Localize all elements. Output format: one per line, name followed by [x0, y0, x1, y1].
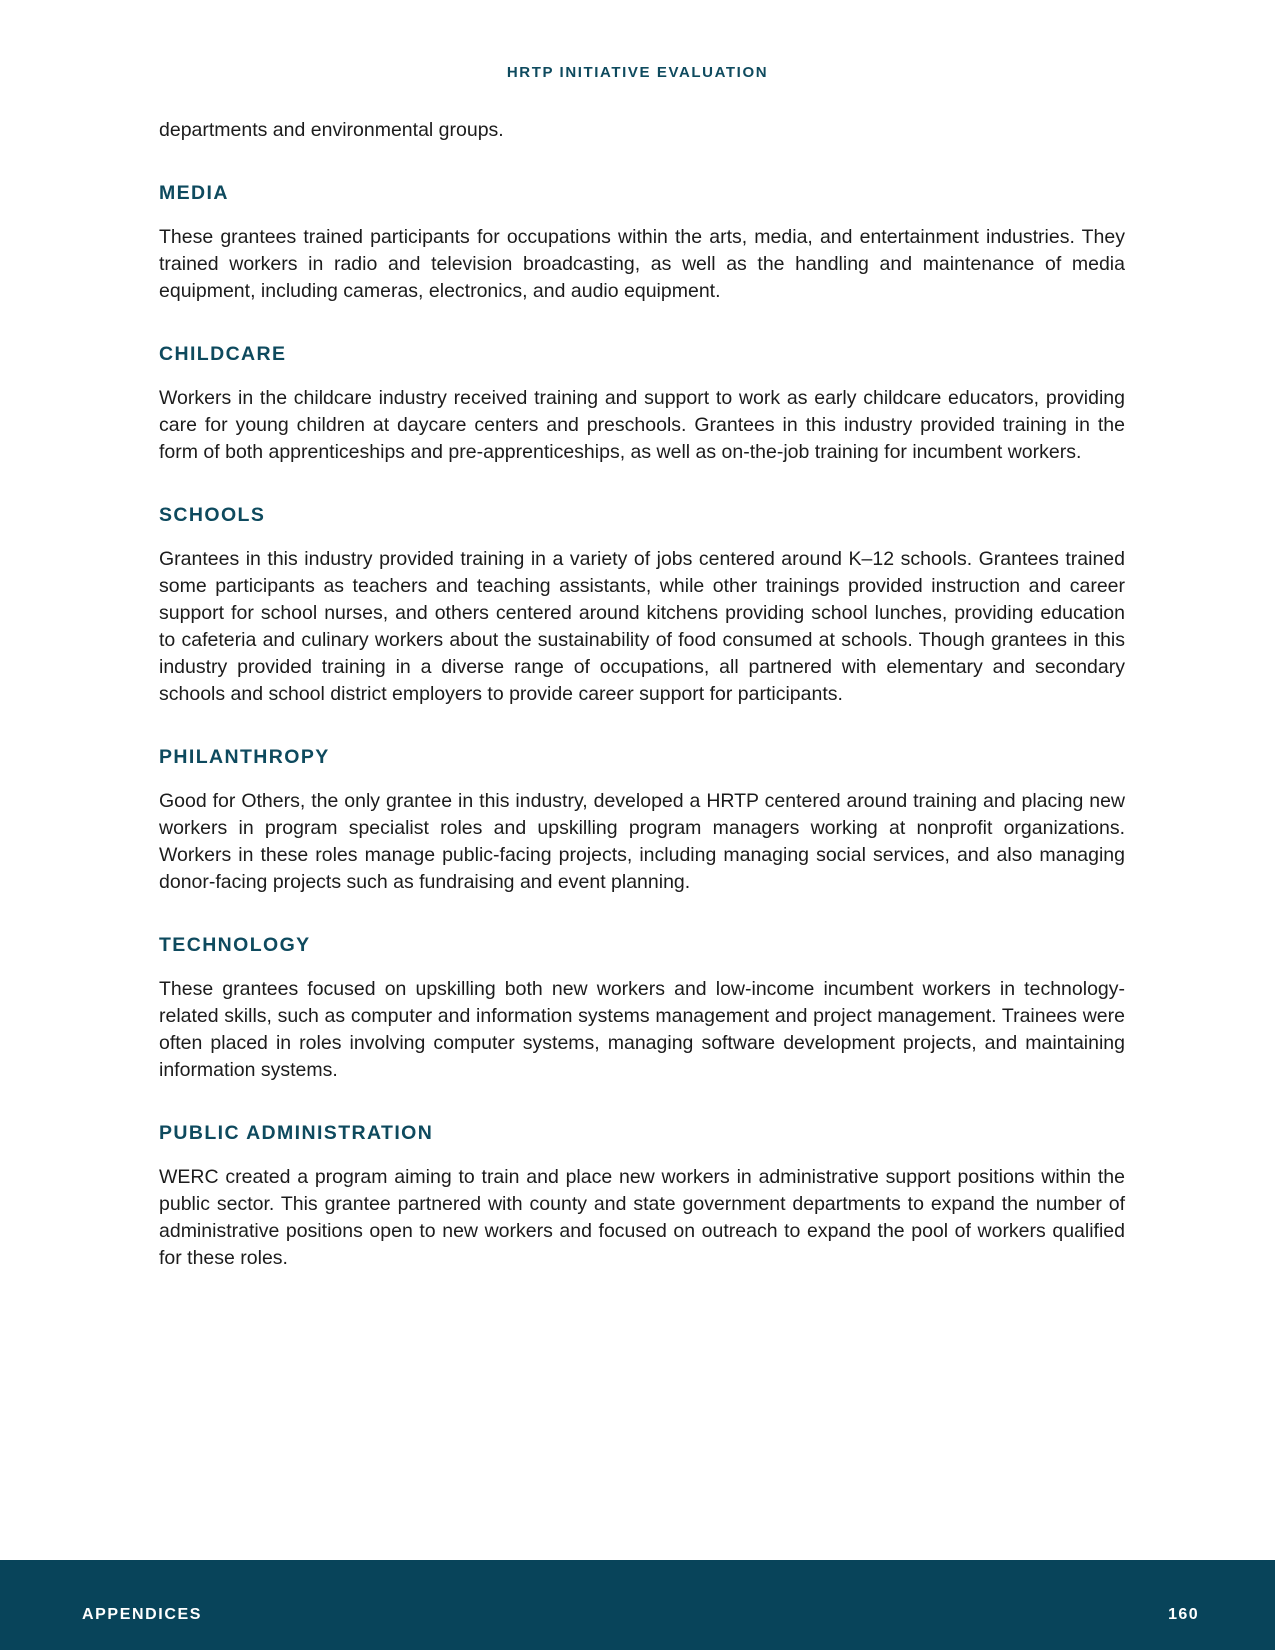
section-heading-childcare: CHILDCARE: [159, 343, 287, 365]
section-body-childcare: Workers in the childcare industry received training and support to work as early childcare educators, providing care for young children at daycare centers and preschools. Grantees in this industry provided training in the form of both apprenticeships and pre-apprenticeships, as well as on-the-job training for incumbent workers.: [159, 387, 1125, 463]
section-body-technology: These grantees focused on upskilling both new workers and low-income incumbent workers in technology-related skills, such as computer and information systems management and project management. Trainees were often placed in roles involving computer systems, managing software development projects, and maintaining information systems.: [159, 978, 1125, 1081]
page-number: 160: [1168, 1606, 1199, 1623]
footer-section-label: APPENDICES: [82, 1606, 203, 1623]
section-body-schools: Grantees in this industry provided training in a variety of jobs centered around K–12 schools. Grantees trained some participants as teachers and teaching assistants, while other trainings provided instruction and career support for school nurses, and others centered around kitchens providing school lunches, providing education to cafeteria and culinary workers about the sustainability of food consumed at schools. Though grantees in this industry provided training in a diverse range of occupations, all partnered with elementary and secondary schools and school district employers to provide career support for participants.: [159, 548, 1125, 705]
running-header: HRTP INITIATIVE EVALUATION: [506, 64, 769, 81]
page-content: [159, 117, 1125, 1272]
section-body-media: These grantees trained participants for occupations within the arts, media, and entertainment industries. They trained workers in radio and television broadcasting, as well as the handling and maintenance of media equipment, including cameras, electronics, and audio equipment.: [159, 226, 1125, 302]
footer-band: [0, 1560, 1275, 1650]
intro-continuation: departments and environmental groups.: [159, 119, 504, 141]
section-heading-media: MEDIA: [159, 182, 229, 204]
section-heading-technology: TECHNOLOGY: [159, 934, 311, 956]
section-heading-schools: SCHOOLS: [159, 504, 266, 526]
section-heading-philanthropy: PHILANTHROPY: [159, 746, 330, 768]
section-heading-public-administration: PUBLIC ADMINISTRATION: [159, 1122, 434, 1144]
section-body-public-administration: WERC created a program aiming to train and place new workers in administrative support positions within the public sector. This grantee partnered with county and state government departments to expand the number of administrative positions open to new workers and focused on outreach to expand the pool of workers qualified for these roles.: [159, 1166, 1125, 1269]
section-body-philanthropy: Good for Others, the only grantee in this industry, developed a HRTP centered around training and placing new workers in program specialist roles and upskilling program managers working at nonprofit organizations. Workers in these roles manage public-facing projects, including managing social services, and also managing donor-facing projects such as fundraising and event planning.: [159, 790, 1125, 893]
